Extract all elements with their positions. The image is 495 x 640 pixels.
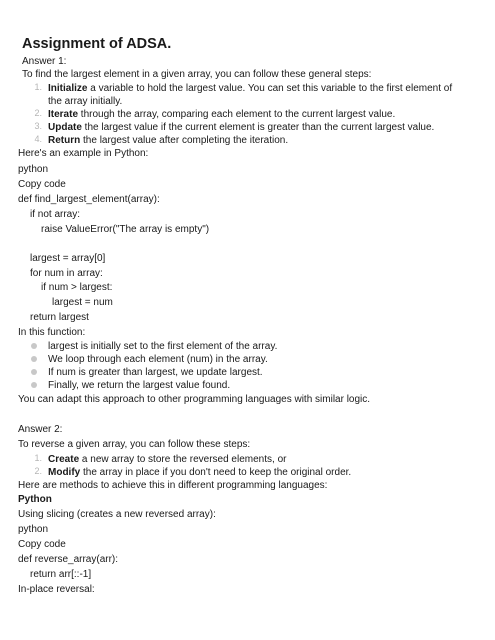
in-function-label: In this function: <box>18 327 86 338</box>
step-number: 2. <box>34 466 42 476</box>
adapt-note: You can adapt this approach to other programming languages with similar logic. <box>18 394 371 405</box>
step-item: Modify the array in place if you don't need to keep the original order. <box>48 467 352 478</box>
step-number: 1. <box>34 453 42 463</box>
step-item: Create a new array to store the reversed elements, or <box>48 454 287 465</box>
copy-code-button[interactable]: Copy code <box>18 539 66 550</box>
bullet-item: If num is greater than largest, we update largest. <box>48 367 263 378</box>
bullet-item: Finally, we return the largest value found. <box>48 380 231 391</box>
answer1-intro: To find the largest element in a given array, you can follow these general steps: <box>22 69 372 80</box>
python-heading: Python <box>18 494 52 505</box>
code-line: raise ValueError("The array is empty") <box>41 224 210 235</box>
code-line: if not array: <box>30 209 81 220</box>
bullet-dot <box>31 343 37 349</box>
methods-intro: Here are methods to achieve this in different programming languages: <box>18 480 328 491</box>
bullet-item: largest is initially set to the first element of the array. <box>48 341 278 352</box>
bullet-dot <box>31 369 37 375</box>
step-number: 1. <box>34 82 42 92</box>
answer2-intro: To reverse a given array, you can follow these steps: <box>18 439 251 450</box>
bullet-item: We loop through each element (num) in the array. <box>48 354 268 365</box>
slicing-label: Using slicing (creates a new reversed array): <box>18 509 216 520</box>
step-item: Return the largest value after completing the iteration. <box>48 135 289 146</box>
code-language-label: python <box>18 524 49 535</box>
code-line: for num in array: <box>30 268 103 279</box>
step-item: Initialize a variable to hold the largest value. You can set this variable to the first element of <box>48 83 453 94</box>
step-number: 4. <box>34 134 42 144</box>
code-line: def find_largest_element(array): <box>18 194 160 205</box>
bullet-dot <box>31 382 37 388</box>
code-line: return arr[::-1] <box>30 569 92 580</box>
step-number: 3. <box>34 121 42 131</box>
code-line: largest = array[0] <box>30 253 106 264</box>
document-title: Assignment of ADSA. <box>22 36 172 52</box>
step-number: 2. <box>34 108 42 118</box>
step-item: Update the largest value if the current element is greater than the current largest value. <box>48 122 435 133</box>
step-item-continuation: the array initially. <box>48 96 123 107</box>
code-line: largest = num <box>52 297 113 308</box>
code-line: def reverse_array(arr): <box>18 554 119 565</box>
answer1-heading: Answer 1: <box>22 56 67 67</box>
code-line: if num > largest: <box>41 282 113 293</box>
bullet-dot <box>31 356 37 362</box>
step-item: Iterate through the array, comparing each element to the current largest value. <box>48 109 396 120</box>
inplace-label: In-place reversal: <box>18 584 95 595</box>
copy-code-button[interactable]: Copy code <box>18 179 66 190</box>
answer2-heading: Answer 2: <box>18 424 63 435</box>
example-intro: Here's an example in Python: <box>18 148 149 159</box>
code-line: return largest <box>30 312 89 323</box>
code-language-label: python <box>18 164 49 175</box>
